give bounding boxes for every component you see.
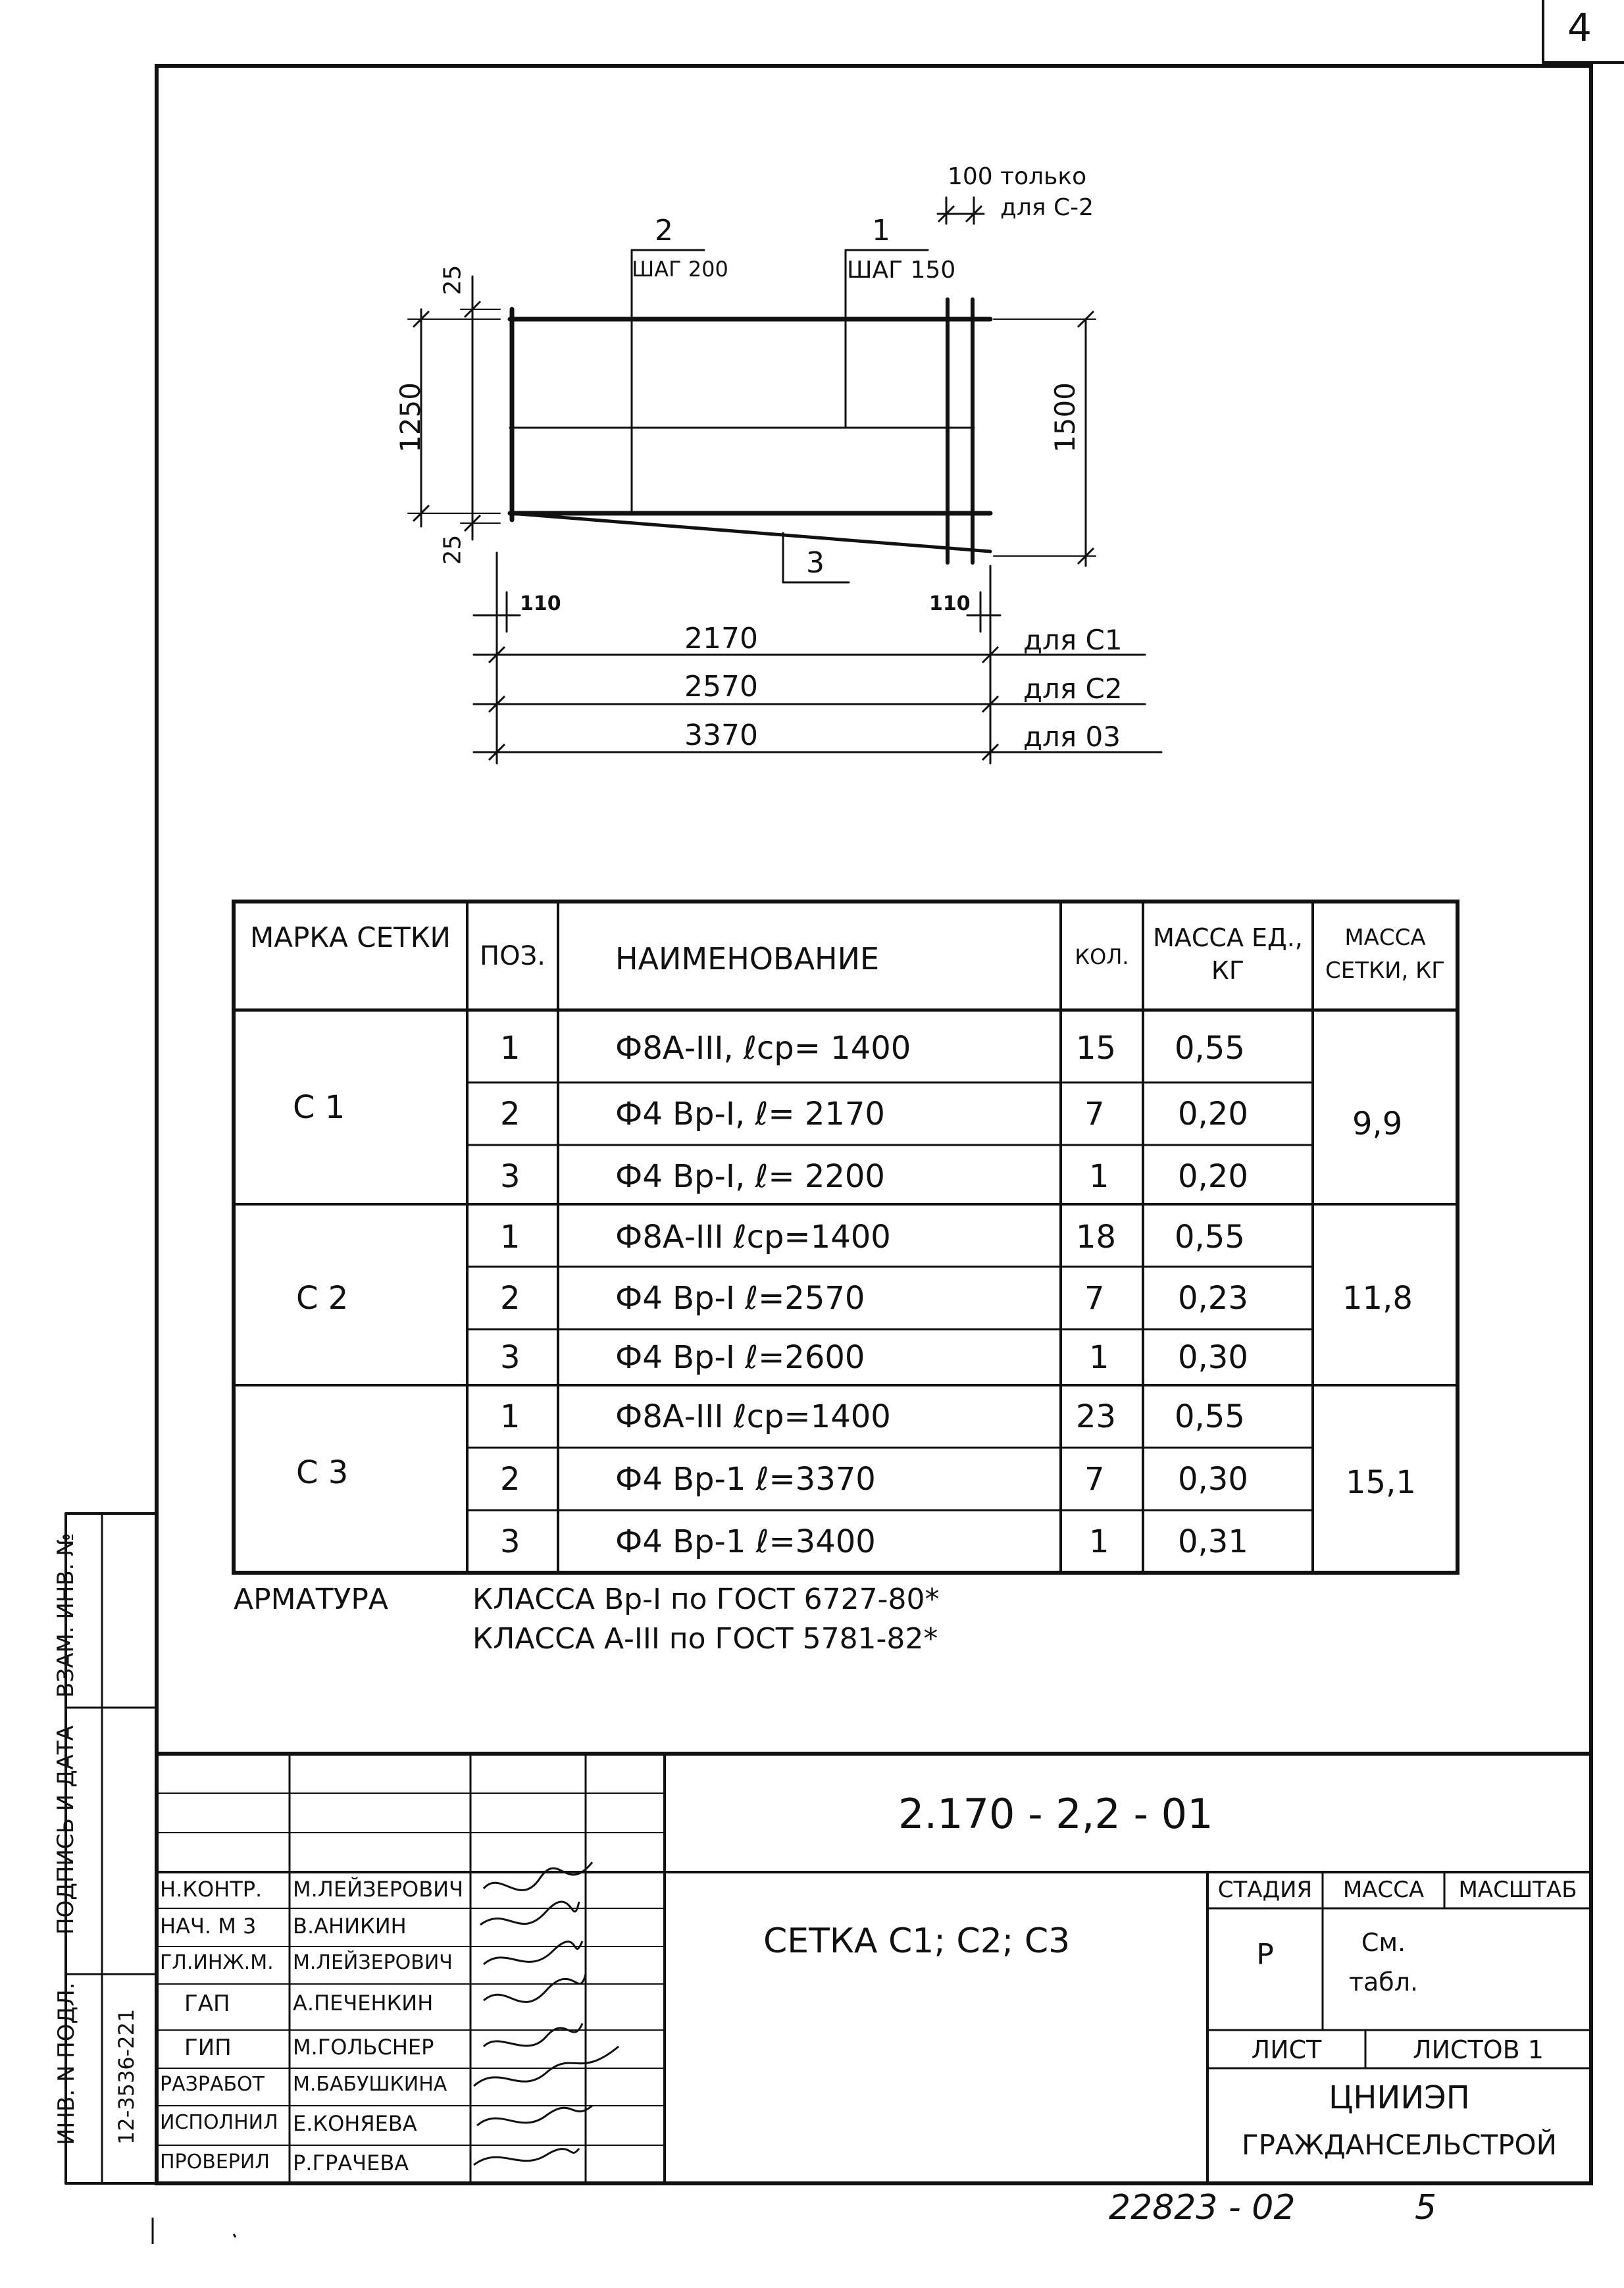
c2-row3-mass: 0,30: [1178, 1339, 1248, 1376]
for-c1-label: для С1: [1023, 624, 1123, 656]
drawing-title: СЕТКА С1; С2; С3: [763, 1921, 1071, 1961]
c1-row3-mass: 0,20: [1178, 1158, 1248, 1195]
c3-row3-qty: 1: [1089, 1523, 1109, 1560]
step-2-position: 2: [655, 214, 673, 247]
dim-25-bottom: 25: [439, 534, 467, 565]
header-mesh-mass: МАССА СЕТКИ, КГ: [1325, 925, 1446, 984]
length-3370: 3370: [684, 719, 758, 752]
total-c1: 9,9: [1352, 1106, 1403, 1142]
step-2-label: ШАГ 200: [632, 257, 728, 282]
c1-row3-qty: 1: [1089, 1158, 1109, 1195]
org-name-2: ГРАЖДАНСЕЛЬСТРОЙ: [1241, 2129, 1558, 2161]
dim-1500: 1500: [1048, 382, 1081, 453]
header-unit-mass: МАССА ЕД., КГ: [1153, 923, 1303, 985]
c3-row1-qty: 23: [1076, 1398, 1117, 1435]
c3-row3-mass: 0,31: [1178, 1523, 1248, 1560]
c2-row2-qty: 7: [1084, 1280, 1105, 1317]
sheets-label: ЛИСТОВ 1: [1413, 2035, 1544, 2064]
dim-110-right: 110: [929, 592, 971, 615]
c3-row2-pos: 2: [500, 1461, 520, 1498]
c1-row1-pos: 1: [500, 1030, 520, 1067]
mass-value-2: табл.: [1348, 1968, 1419, 1996]
for-c2-label: для С2: [1023, 673, 1123, 705]
person-7: Е.КОНЯЕВА: [293, 2111, 417, 2136]
notes-line-1: КЛАССА Вр-I по ГОСТ 6727-80*: [472, 1583, 940, 1616]
role-2: НАЧ. М 3: [160, 1914, 257, 1939]
total-c2: 11,8: [1342, 1280, 1413, 1317]
stage-header: СТАДИЯ: [1217, 1877, 1313, 1903]
mark-c2: С 2: [296, 1280, 349, 1317]
c1-row3-name: Ф4 Вр-I, ℓ= 2200: [615, 1158, 885, 1195]
role-6: РАЗРАБОТ: [160, 2073, 265, 2096]
c1-row2-qty: 7: [1084, 1096, 1105, 1132]
person-1: М.ЛЕЙЗЕРОВИЧ: [293, 1877, 464, 1902]
signature-1: [484, 1862, 592, 1890]
c2-row2-pos: 2: [500, 1280, 520, 1317]
c1-row1-name: Ф8А-III, ℓср= 1400: [615, 1030, 911, 1067]
c1-row2-name: Ф4 Вр-I, ℓ= 2170: [615, 1096, 885, 1132]
c2-row1-name: Ф8А-III ℓср=1400: [615, 1219, 891, 1256]
signature-6: [474, 2046, 619, 2086]
header-mark: МАРКА СЕТКИ: [250, 921, 451, 953]
role-3: ГЛ.ИНЖ.М.: [160, 1951, 274, 1974]
footer-page: 5: [1415, 2188, 1437, 2227]
c2-row3-pos: 3: [500, 1339, 520, 1376]
mark-c1: С 1: [293, 1089, 345, 1126]
signature-3: [484, 1941, 582, 1964]
note-for-c2: для С-2: [1000, 194, 1094, 221]
for-c3-label: для 03: [1023, 721, 1121, 753]
signature-8: [474, 2148, 579, 2165]
c2-row2-mass: 0,23: [1178, 1280, 1248, 1317]
c1-row1-mass: 0,55: [1175, 1030, 1245, 1067]
c2-row1-qty: 18: [1076, 1219, 1117, 1256]
dim-110-left: 110: [520, 592, 561, 615]
signature-2: [480, 1902, 579, 1925]
c3-row2-name: Ф4 Вр-1 ℓ=3370: [615, 1461, 876, 1498]
total-c3: 15,1: [1346, 1464, 1416, 1501]
role-5: ГИП: [184, 2035, 232, 2061]
position-3-label: 3: [806, 546, 825, 580]
sheet-label: ЛИСТ: [1251, 2035, 1322, 2064]
header-qty: КОЛ.: [1075, 944, 1129, 969]
person-4: А.ПЕЧЕНКИН: [293, 1991, 434, 2016]
role-8: ПРОВЕРИЛ: [160, 2150, 270, 2174]
c3-row1-name: Ф8А-III ℓср=1400: [615, 1398, 891, 1435]
person-6: М.БАБУШКИНА: [293, 2073, 447, 2096]
side-stamp-replace-inv: ВЗАМ. ИНВ. №: [53, 1533, 79, 1698]
mark-c3: С 3: [296, 1454, 349, 1491]
side-stamp-signature-date: ПОДПИСЬ И ДАТА: [53, 1725, 79, 1935]
mass-value-1: См.: [1361, 1928, 1406, 1957]
mass-header: МАССА: [1342, 1877, 1425, 1903]
page-number: 4: [1567, 5, 1592, 50]
step-1-label: ШАГ 150: [847, 257, 956, 284]
dim-1250: 1250: [393, 382, 426, 453]
person-2: В.АНИКИН: [293, 1914, 407, 1939]
person-8: Р.ГРАЧЕВА: [293, 2150, 409, 2175]
c2-row1-pos: 1: [500, 1219, 520, 1256]
signature-7: [477, 2106, 592, 2125]
length-2570: 2570: [684, 670, 758, 703]
notes-line-2: КЛАССА А-III по ГОСТ 5781-82*: [472, 1622, 938, 1656]
dim-25-top: 25: [439, 265, 467, 295]
org-name-1: ЦНИИЭП: [1329, 2079, 1470, 2116]
scale-header: МАСШТАБ: [1458, 1877, 1577, 1903]
c2-row3-qty: 1: [1089, 1339, 1109, 1376]
role-7: ИСПОЛНИЛ: [160, 2111, 278, 2134]
c3-row3-pos: 3: [500, 1523, 520, 1560]
signature-4: [484, 1974, 586, 2002]
stage-value: Р: [1256, 1938, 1274, 1971]
header-name: НАИМЕНОВАНИЕ: [615, 941, 880, 977]
role-4: ГАП: [184, 1991, 230, 2017]
step-1-position: 1: [872, 214, 890, 247]
c3-row3-name: Ф4 Вр-1 ℓ=3400: [615, 1523, 876, 1560]
c2-row1-mass: 0,55: [1175, 1219, 1245, 1256]
c1-row1-qty: 15: [1076, 1030, 1117, 1067]
c1-row3-pos: 3: [500, 1158, 520, 1195]
notes-lead: АРМАТУРА: [234, 1583, 389, 1616]
c2-row2-name: Ф4 Вр-I ℓ=2570: [615, 1280, 865, 1317]
c3-row2-qty: 7: [1084, 1461, 1105, 1498]
length-2170: 2170: [684, 622, 758, 655]
c1-row2-pos: 2: [500, 1096, 520, 1132]
c3-row1-pos: 1: [500, 1398, 520, 1435]
c2-row3-name: Ф4 Вр-I ℓ=2600: [615, 1339, 865, 1376]
header-pos: ПОЗ.: [480, 941, 546, 971]
footer-number: 22823 - 02: [1109, 2188, 1296, 2227]
note-100-only: 100 только: [948, 163, 1087, 190]
role-1: Н.КОНТР.: [160, 1877, 263, 1902]
doc-code: 2.170 - 2,2 - 01: [898, 1790, 1213, 1838]
signature-5: [484, 2023, 582, 2046]
side-stamp-inv-no: ИНВ. N ПОДЛ.: [53, 1982, 80, 2145]
person-5: М.ГОЛЬСНЕР: [293, 2035, 434, 2060]
c3-row1-mass: 0,55: [1175, 1398, 1245, 1435]
c1-row2-mass: 0,20: [1178, 1096, 1248, 1132]
side-stamp-inv-value: 12-3536-221: [114, 2008, 139, 2145]
c3-row2-mass: 0,30: [1178, 1461, 1248, 1498]
person-3: М.ЛЕЙЗЕРОВИЧ: [293, 1951, 453, 1974]
